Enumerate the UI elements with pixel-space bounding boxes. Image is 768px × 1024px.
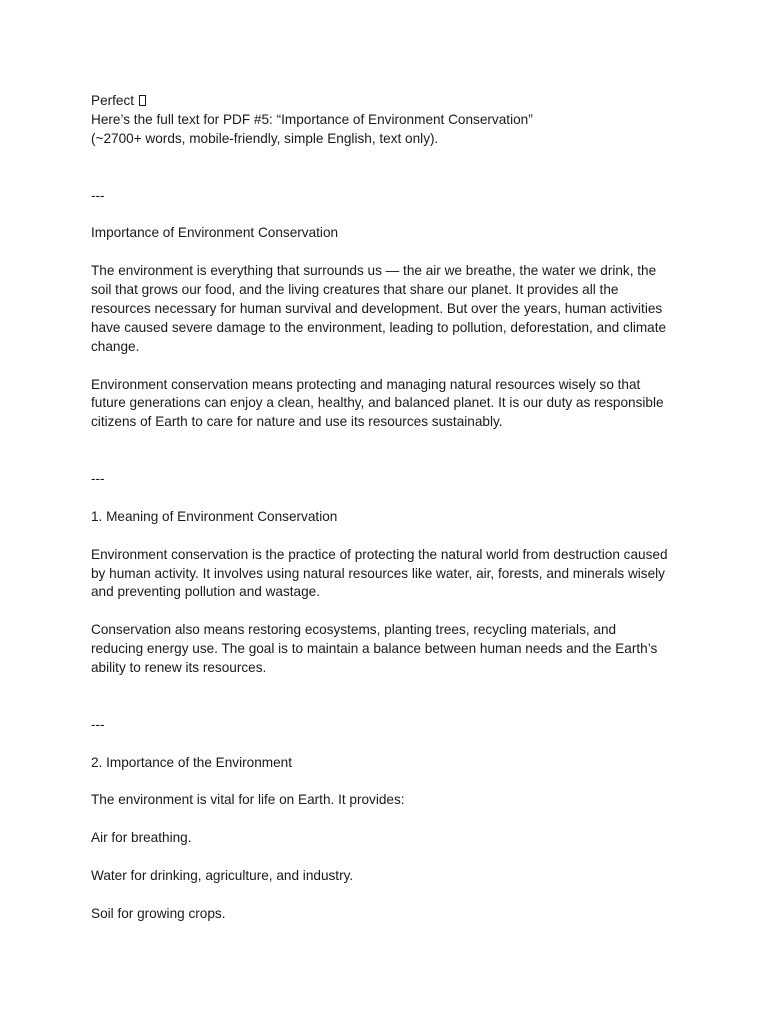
paragraph-3 [91,546,691,603]
paragraph-2 [91,376,691,433]
intro-line-2: Here’s the full text for PDF #5: “Importance of Environment Conservation” [91,111,533,127]
paragraph-line: change. [91,338,140,354]
list-item: Soil for growing crops. [91,905,226,921]
paragraph-4 [91,621,691,678]
section-heading-2: 2. Importance of the Environment [91,754,292,770]
paragraph-line: have caused severe damage to the environment, leading to pollution, deforestation, and climate [91,319,667,335]
separator-3: --- [91,716,105,732]
paragraph-line: Conservation also means restoring ecosystems, planting trees, recycling materials, and [91,622,617,638]
missing-glyph-icon [139,95,146,106]
paragraph-5: The environment is vital for life on Earth. It provides: [91,792,405,808]
paragraph-line: citizens of Earth to care for nature and use its resources sustainably. [91,414,503,430]
paragraph-line: soil that grows our food, and the living creatures that share our planet. It provides all the [91,282,619,298]
paragraph-line: future generations can enjoy a clean, healthy, and balanced planet. It is our duty as responsible [91,395,664,411]
paragraph-line: by human activity. It involves using natural resources like water, air, forests, and minerals wisely [91,565,665,581]
list-item: Water for drinking, agriculture, and industry. [91,867,354,883]
intro-line-3: (~2700+ words, mobile-friendly, simple English, text only). [91,130,439,146]
document-title: Importance of Environment Conservation [91,225,339,241]
paragraph-1 [91,262,691,357]
paragraph-line: Environment conservation means protecting and managing natural resources wisely so that [91,376,641,392]
list-item: Air for breathing. [91,830,192,846]
paragraph-line: reducing energy use. The goal is to maintain a balance between human needs and the Earth’s [91,641,658,657]
paragraph-line: ability to renew its resources. [91,660,267,676]
paragraph-line: The environment is everything that surrounds us — the air we breathe, the water we drink, the [91,263,657,279]
paragraph-line: Environment conservation is the practice of protecting the natural world from destruction caused [91,546,668,562]
section-heading-1: 1. Meaning of Environment Conservation [91,508,338,524]
paragraph-line: and preventing pollution and wastage. [91,584,320,600]
separator-2: --- [91,471,105,487]
document-page [91,92,691,943]
intro-block [91,92,691,149]
intro-line-1: Perfect [91,92,691,111]
paragraph-line: resources necessary for human survival and development. But over the years, human activities [91,300,663,316]
separator-1: --- [91,187,105,203]
